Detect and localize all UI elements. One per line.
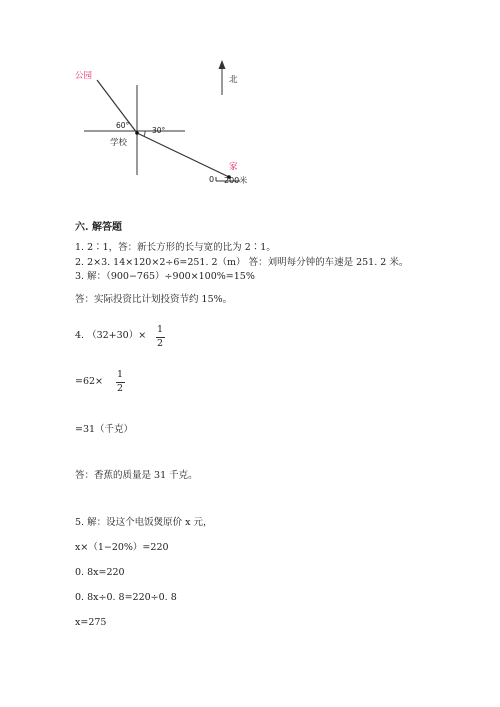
school-label: 学校 <box>110 138 128 148</box>
q4-fraction-1-numerator: 1 <box>156 324 164 335</box>
angle-30-label: 30° <box>152 126 166 135</box>
answer-3-conclusion: 答：实际投资比计划投资节约 15%。 <box>75 294 233 305</box>
park-label: 公园 <box>75 71 93 81</box>
answer-5-line1: 5. 解：设这个电饭煲原价 x 元， <box>75 517 213 528</box>
school-to-home-line <box>137 133 229 177</box>
answer-1: 1. 2∶1，答：新长方形的长与宽的比为 2∶1。 <box>75 242 276 253</box>
answer-5-line3: 0. 8x=220 <box>75 567 125 578</box>
school-dot <box>135 131 139 135</box>
q4-fraction-1-denominator: 2 <box>156 338 164 349</box>
q4-fraction-2-denominator: 2 <box>116 383 124 394</box>
answer-2: 2. 2×3. 14×120×2÷6=251. 2（m） 答：刘明每分钟的车速是 251. 2 米。 <box>75 257 409 268</box>
angle-arc-30 <box>144 131 145 136</box>
scale-zero-label: 0 <box>209 175 215 184</box>
scale-distance-label: 200米 <box>224 176 248 185</box>
answer-5-line5: x=275 <box>75 617 107 628</box>
answer-4-conclusion: 答：香蕉的质量是 31 千克。 <box>75 470 198 481</box>
angle-60-label: 60° <box>116 121 130 130</box>
answer-5-line4: 0. 8x÷0. 8=220÷0. 8 <box>75 592 177 603</box>
answer-4-line1: 4. （32+30）× <box>75 330 147 341</box>
answer-4-line2: =62× <box>75 376 104 387</box>
north-arrow-head <box>219 60 226 69</box>
q4-fraction-2-numerator: 1 <box>116 369 124 380</box>
answer-5-line2: x×（1−20%）=220 <box>75 542 169 553</box>
answer-4-line3: =31（千克） <box>75 424 134 435</box>
section-heading: 六. 解答题 <box>75 222 122 233</box>
north-label: 北 <box>229 75 238 85</box>
answer-3: 3. 解：（900−765）÷900×100%=15% <box>75 271 255 282</box>
home-label: 家 <box>229 162 238 172</box>
